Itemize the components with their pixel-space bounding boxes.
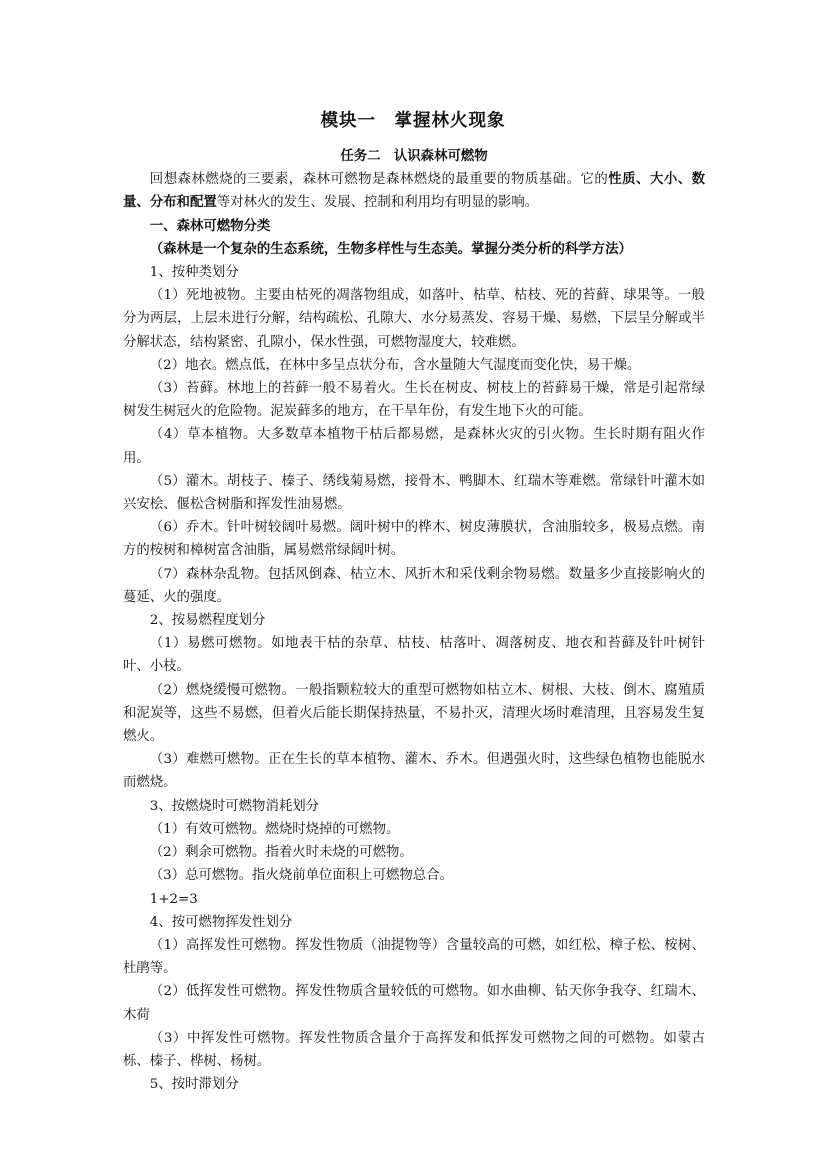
- list-item: （5）灌木。胡枝子、榛子、绣线菊易燃，接骨木、鸭脚木、红瑞木等难燃。常绿针叶灌木如兴安桧、偃松含树脂和挥发性油易燃。: [123, 473, 705, 513]
- list-item: （1）易燃可燃物。如地表干枯的杂草、枯枝、枯落叶、凋落树皮、地衣和苔藓及针叶树针叶、小枝。: [123, 636, 705, 675]
- subsection-heading-4: 4、按可燃物挥发性划分: [149, 914, 293, 930]
- list-item: （1）有效可燃物。燃烧时烧掉的可燃物。: [149, 821, 400, 837]
- intro-bold-keywords: 性质、大小、数量、分布和配置: [123, 172, 706, 211]
- task-heading: 任务二 认识森林可燃物: [340, 149, 488, 164]
- list-item: （7）森林杂乱物。包括风倒森、枯立木、风折木和采伐剩余物易燃。数量多少直接影响火的蔓延、火的强度。: [123, 566, 705, 605]
- list-item: （3）难燃可燃物。正在生长的草本植物、灌木、乔木。但遇强火时，这些绿色植物也能脱水而燃烧。: [123, 752, 705, 791]
- subsection-heading-5: 5、按时滞划分: [149, 1077, 239, 1093]
- list-item: （3）苔藓。林地上的苔藓一般不易着火。生长在树皮、树枝上的苔藓易干燥，常是引起常绿树发生树冠火的危险物。泥炭藓多的地方，在干旱年份，有发生地下火的可能。: [123, 381, 705, 420]
- list-item: （4）草本植物。大多数草本植物干枯后都易燃，是森林火灾的引火物。生长时期有阻火作用。: [123, 427, 705, 466]
- intro-paragraph: [123, 168, 705, 214]
- list-item: 1+2=3: [149, 891, 198, 907]
- list-item: （2）剩余可燃物。指着火时未烧的可燃物。: [149, 845, 413, 861]
- list-item: （6）乔木。针叶树较阔叶易燃。阔叶树中的桦木、树皮薄膜状，含油脂较多，极易点燃。南方的桉树和樟树富含油脂，属易燃常绿阔叶树。: [123, 520, 705, 559]
- subsection-heading-1: 1、按种类划分: [149, 265, 239, 281]
- list-item: （2）地衣。燃点低，在林中多呈点状分布，含水量随大气湿度而变化快，易干燥。: [149, 357, 641, 373]
- subsection-heading-3: 3、按燃烧时可燃物消耗划分: [149, 798, 320, 814]
- intro-text-a: 回想森林燃烧的三要素，森林可燃物是森林燃烧的最重要的物质基础。它的: [149, 172, 609, 188]
- list-item: （2）燃烧缓慢可燃物。一般指颗粒较大的重型可燃物如枯立木、树根、大枝、倒木、腐殖质和泥炭等，这些不易燃，但着火后能长期保持热量，不易扑灭，清理火场时难清理，且容易发生复燃火。: [123, 682, 705, 745]
- page-title: 模块一 掌握林火现象: [320, 111, 506, 131]
- list-item: （3）中挥发性可燃物。挥发性物质含量介于高挥发和低挥发可燃物之间的可燃物。如蒙古栎、榛子、桦树、杨树。: [123, 1030, 705, 1069]
- document-body: [123, 145, 705, 1096]
- section-note: （森林是一个复杂的生态系统，生物多样性与生态美。掌握分类分析的科学方法）: [149, 241, 632, 257]
- section-heading-classification: 一、森林可燃物分类: [149, 218, 271, 234]
- list-item: （1）死地被物。主要由枯死的凋落物组成，如落叶、枯草、枯枝、死的苔藓、球果等。一般分为两层，上层未进行分解，结构疏松、孔隙大、水分易蒸发、容易干燥、易燃，下层呈分解或半分解状态，结构紧密、孔隙小，保水性强，可燃物湿度大，较难燃。: [123, 288, 705, 350]
- intro-text-c: 等对林火的发生、发展、控制和利用均有明显的影响。: [216, 195, 539, 211]
- subsection-heading-2: 2、按易燃程度划分: [149, 613, 266, 629]
- list-item: （2）低挥发性可燃物。挥发性物质含量较低的可燃物。如水曲柳、钻天你争我夺、红瑞木、木荷: [123, 984, 705, 1023]
- list-item: （3）总可燃物。指火烧前单位面积上可燃物总合。: [149, 868, 453, 884]
- list-item: （1）高挥发性可燃物。挥发性物质（油提物等）含量较高的可燃，如红松、樟子松、桉树、杜鹃等。: [123, 937, 705, 977]
